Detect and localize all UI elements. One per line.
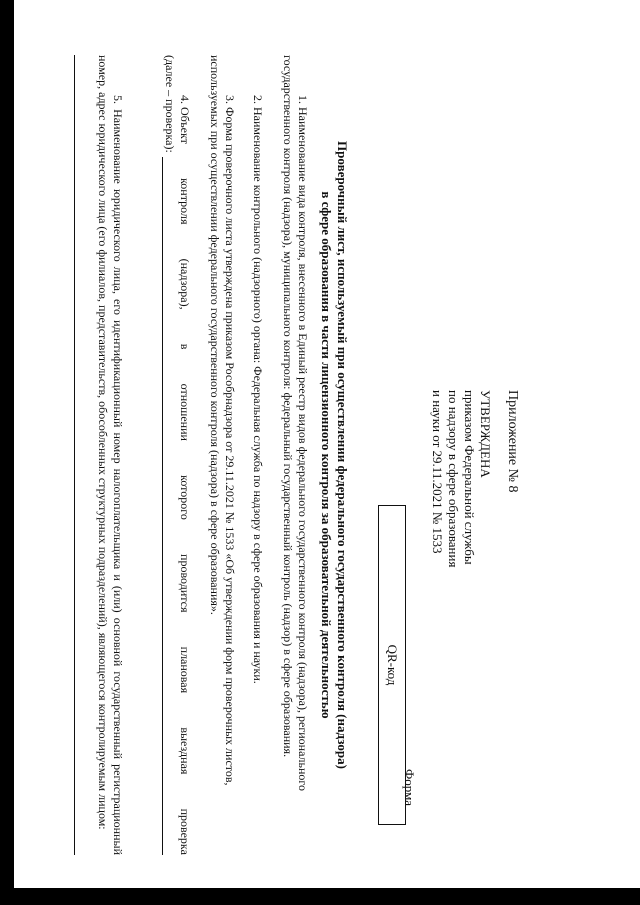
- fill-in-line: [162, 157, 174, 855]
- approval-block: [429, 390, 493, 567]
- item-4-object-line: [177, 95, 192, 855]
- item-4-word: контроля: [178, 178, 192, 225]
- title-line-1: Проверочный лист, используемый при осуществлении федерального государственного контроля (надзора): [335, 141, 350, 769]
- approval-line-4: и науки от 29.11.2021 № 1533: [430, 390, 445, 554]
- item-2-control-body: 2. Наименование контрольного (надзорного) органа: Федеральная служба по надзору в сфере образования и науки.: [251, 95, 265, 684]
- item-5-legal-entity: 5. Наименование юридического лица, его идентификационный номер налогоплательщика и (или) основной государственный регистрационный номер, адрес юридического лица (его филиалов, представительств, обособленных структурных подразделений), являющегося контролируемым лицом:: [96, 55, 125, 855]
- appendix-number: Приложение № 8: [505, 390, 520, 493]
- item-4-tail: (далее – проверка):: [163, 55, 177, 153]
- item-1-control-type: 1. Наименование вида контроля, внесенного в Единый реестр видов федерального государственного контроля (надзора), регионального государственного контроля (надзора), муниципального контроля: федеральный государственный контроль (надзор) в сфере образования.: [281, 55, 310, 792]
- scan-edge-left: [0, 0, 14, 905]
- item-4-word: отношении: [178, 383, 192, 441]
- approval-line-1: УТВЕРЖДЕНА: [478, 390, 493, 478]
- fill-in-line-item-5: [74, 55, 75, 855]
- scan-edge-bottom: [0, 888, 640, 905]
- item-4-word: которого: [178, 475, 192, 520]
- item-4-word: проверка: [178, 808, 192, 855]
- item-4-word: плановая: [178, 646, 192, 694]
- item-4-word: в: [178, 343, 192, 350]
- item-4-word: 4. Объект: [178, 95, 192, 144]
- form-label: Форма: [402, 769, 417, 806]
- approval-line-2: приказом Федеральной службы: [462, 390, 477, 565]
- item-4-word: проводится: [178, 554, 192, 613]
- title-line-2: в сфере образования в части лицензионного контроля за образовательной деятельностью: [319, 191, 334, 719]
- item-4-tail-line: [162, 55, 177, 855]
- rotated-document-page: [20, 55, 620, 855]
- document-title: [318, 55, 350, 855]
- approval-line-3: по надзору в сфере образования: [446, 390, 461, 568]
- qr-code-label: QR-код: [385, 644, 400, 686]
- qr-code-box: [378, 505, 406, 825]
- item-4-word: выездная: [178, 727, 192, 775]
- item-4-word: (надзора),: [178, 258, 192, 310]
- item-3-form-approval: 3. Форма проверочного листа утверждена приказом Рособрнадзора от 29.11.2021 № 1533 «Об утверждении форм проверочных листов, используемых при осуществлении федерального государственного контроля (надзора) в сфере образования».: [208, 55, 237, 786]
